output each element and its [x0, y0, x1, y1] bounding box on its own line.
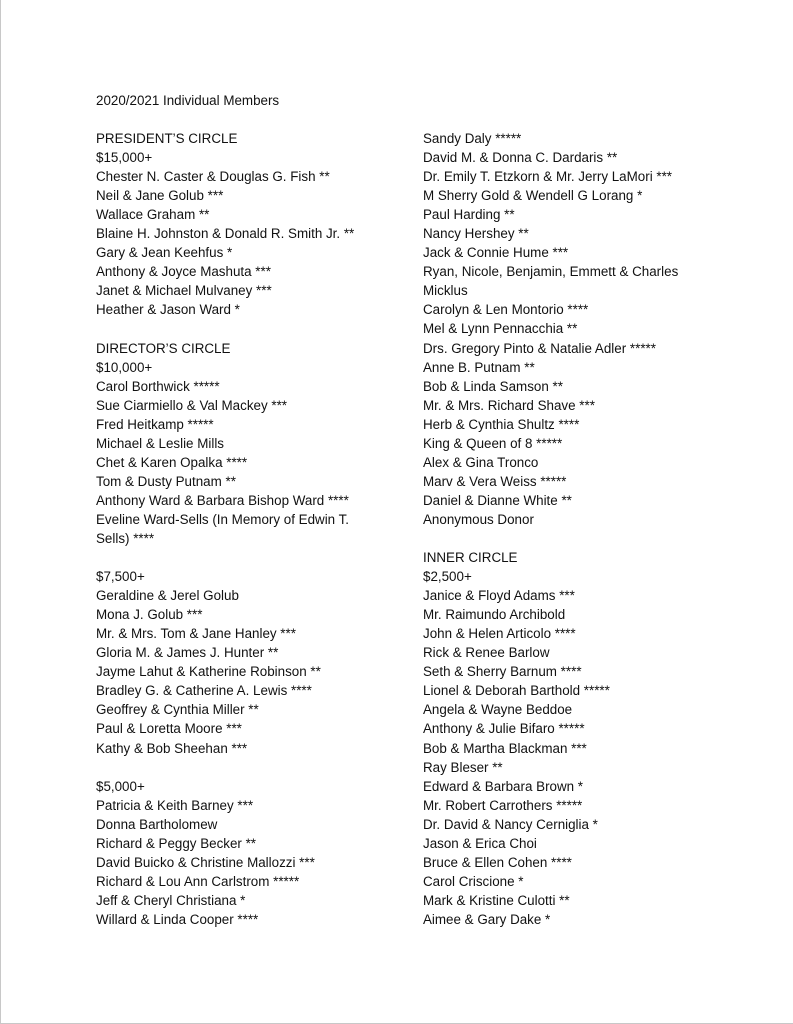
- member-line: Bob & Martha Blackman ***: [423, 740, 587, 756]
- member-line: Jack & Connie Hume ***: [423, 245, 569, 261]
- member-line: Jayme Lahut & Katherine Robinson **: [96, 664, 321, 680]
- member-line: Anne B. Putnam **: [423, 359, 535, 375]
- right-column: [423, 129, 723, 929]
- member-line: Richard & Lou Ann Carlstrom *****: [96, 873, 300, 889]
- member-line: Sells) ****: [96, 530, 155, 546]
- member-line: Blaine H. Johnston & Donald R. Smith Jr. **: [96, 226, 355, 242]
- member-line: Edward & Barbara Brown *: [423, 778, 584, 794]
- member-line: Jeff & Cheryl Christiana *: [96, 892, 246, 908]
- member-line: John & Helen Articolo ****: [423, 626, 576, 642]
- member-line: Paul Harding **: [423, 207, 515, 223]
- member-line: Heather & Jason Ward *: [96, 302, 240, 318]
- member-line: Carolyn & Len Montorio ****: [423, 302, 589, 318]
- member-line: Ryan, Nicole, Benjamin, Emmett & Charles: [423, 264, 679, 280]
- member-line: $7,500+: [96, 569, 145, 585]
- member-line: Nancy Hershey **: [423, 226, 529, 242]
- member-line: Anthony & Joyce Mashuta ***: [96, 264, 271, 280]
- member-line: Janice & Floyd Adams ***: [423, 588, 575, 604]
- blank-line: [96, 758, 416, 777]
- member-line: Mr. & Mrs. Richard Shave ***: [423, 397, 595, 413]
- member-line: $15,000+: [96, 150, 153, 166]
- member-line: Neil & Jane Golub ***: [96, 188, 224, 204]
- member-line: Gloria M. & James J. Hunter **: [96, 645, 279, 661]
- member-line: Mr. Robert Carrothers *****: [423, 797, 583, 813]
- member-line: Daniel & Dianne White **: [423, 492, 572, 508]
- member-line: PRESIDENT’S CIRCLE: [96, 131, 238, 146]
- member-line: Seth & Sherry Barnum ****: [423, 664, 582, 680]
- left-column: [96, 129, 416, 929]
- member-line: Jason & Erica Choi: [423, 835, 537, 851]
- member-line: Alex & Gina Tronco: [423, 454, 539, 470]
- member-line: Sandy Daly *****: [423, 131, 522, 146]
- member-line: Paul & Loretta Moore ***: [96, 721, 242, 737]
- member-line: $10,000+: [96, 359, 153, 375]
- member-line: Geraldine & Jerel Golub: [96, 588, 239, 604]
- member-line: King & Queen of 8 *****: [423, 435, 563, 451]
- member-line: David M. & Donna C. Dardaris **: [423, 150, 618, 166]
- member-line: Dr. Emily T. Etzkorn & Mr. Jerry LaMori ***: [423, 169, 673, 185]
- member-line: Mel & Lynn Pennacchia **: [423, 321, 578, 337]
- member-line: Dr. David & Nancy Cerniglia *: [423, 816, 598, 832]
- member-line: Mr. & Mrs. Tom & Jane Hanley ***: [96, 626, 296, 642]
- member-line: Bradley G. & Catherine A. Lewis ****: [96, 683, 312, 699]
- member-line: Patricia & Keith Barney ***: [96, 797, 254, 813]
- member-line: Drs. Gregory Pinto & Natalie Adler *****: [423, 340, 656, 356]
- member-line: Anonymous Donor: [423, 511, 534, 527]
- member-line: Geoffrey & Cynthia Miller **: [96, 702, 259, 718]
- member-line: David Buicko & Christine Mallozzi ***: [96, 854, 315, 870]
- member-line: Rick & Renee Barlow: [423, 645, 550, 661]
- member-line: Janet & Michael Mulvaney ***: [96, 283, 272, 299]
- member-line: Willard & Linda Cooper ****: [96, 911, 259, 927]
- member-line: Carol Borthwick *****: [96, 378, 220, 394]
- member-line: Angela & Wayne Beddoe: [423, 702, 573, 718]
- member-line: Richard & Peggy Becker **: [96, 835, 257, 851]
- member-line: Ray Bleser **: [423, 759, 503, 775]
- member-line: Anthony & Julie Bifaro *****: [423, 721, 585, 737]
- member-line: Mona J. Golub ***: [96, 607, 203, 623]
- member-line: $2,500+: [423, 569, 472, 585]
- member-line: Chester N. Caster & Douglas G. Fish **: [96, 169, 330, 185]
- member-line: Kathy & Bob Sheehan ***: [96, 740, 248, 756]
- member-line: Herb & Cynthia Shultz ****: [423, 416, 580, 432]
- blank-line: [96, 319, 416, 338]
- blank-line: [96, 548, 416, 567]
- member-line: Donna Bartholomew: [96, 816, 218, 832]
- member-line: Michael & Leslie Mills: [96, 435, 224, 451]
- member-line: Gary & Jean Keehfus *: [96, 245, 233, 261]
- member-line: Micklus: [423, 283, 468, 299]
- member-line: Mr. Raimundo Archibold: [423, 607, 566, 623]
- member-line: Carol Criscione *: [423, 873, 524, 889]
- member-line: Chet & Karen Opalka ****: [96, 454, 248, 470]
- member-line: Bruce & Ellen Cohen ****: [423, 854, 572, 870]
- blank-line: [423, 529, 723, 548]
- member-line: Fred Heitkamp *****: [96, 416, 214, 432]
- member-line: $5,000+: [96, 778, 145, 794]
- member-line: DIRECTOR’S CIRCLE: [96, 340, 231, 356]
- member-line: INNER CIRCLE: [423, 550, 518, 566]
- member-line: Marv & Vera Weiss *****: [423, 473, 567, 489]
- member-line: Aimee & Gary Dake *: [423, 911, 551, 927]
- member-line: Anthony Ward & Barbara Bishop Ward ****: [96, 492, 349, 508]
- member-line: Mark & Kristine Culotti **: [423, 892, 570, 908]
- member-line: Sue Ciarmiello & Val Mackey ***: [96, 397, 288, 413]
- member-line: Tom & Dusty Putnam **: [96, 473, 236, 489]
- member-line: Lionel & Deborah Barthold *****: [423, 683, 610, 699]
- member-line: Eveline Ward-Sells (In Memory of Edwin T.: [96, 511, 350, 527]
- member-line: Bob & Linda Samson **: [423, 378, 563, 394]
- member-line: Wallace Graham **: [96, 207, 210, 223]
- member-line: M Sherry Gold & Wendell G Lorang *: [423, 188, 643, 204]
- page-title: 2020/2021 Individual Members: [96, 93, 280, 108]
